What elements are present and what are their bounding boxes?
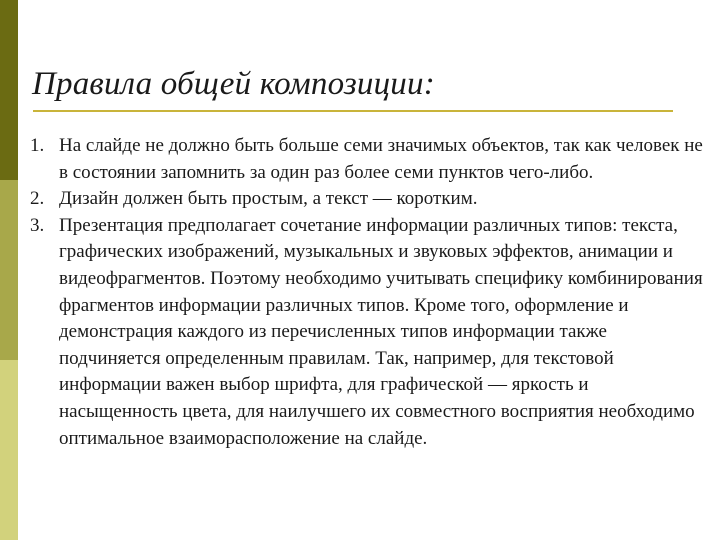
- rules-list: [30, 133, 706, 452]
- title-underline: [33, 110, 673, 112]
- rule-number: 1.: [30, 135, 45, 156]
- rule-number: 3.: [30, 214, 45, 236]
- slide-title: Правила общей композиции:: [32, 66, 435, 102]
- rule-item-1: [30, 133, 706, 186]
- rule-item-3: [30, 213, 706, 452]
- side-bar-middle: [0, 180, 18, 360]
- side-bar-top: [0, 0, 18, 180]
- rule-text: Дизайн должен быть простым, а текст — коротким.: [59, 188, 478, 210]
- rule-text: Презентация предполагает сочетание информации различных типов: текста, графических изображений, музыкальных и звуковых эффектов, анимации и видеофрагментов. Поэтому необходимо учитывать специфику комбинирования фрагментов информации различных типов. Кроме того, оформление и демонстрация каждого из перечисленных типов информации также подчиняется определенным правилам. Так, например, для текстовой информации важен выбор шрифта, для графической — яркость и насыщенность цвета, для наилучшего их совместного восприятия необходимо оптимальное взаиморасположение на слайде.: [59, 214, 703, 449]
- rule-text: На слайде не должно быть больше семи значимых объектов, так как человек не в состоянии запомнить за один раз более семи пунктов чего-либо.: [59, 135, 703, 183]
- rule-item-2: [30, 186, 706, 213]
- rule-number: 2.: [30, 188, 45, 210]
- side-bar-bottom: [0, 360, 18, 540]
